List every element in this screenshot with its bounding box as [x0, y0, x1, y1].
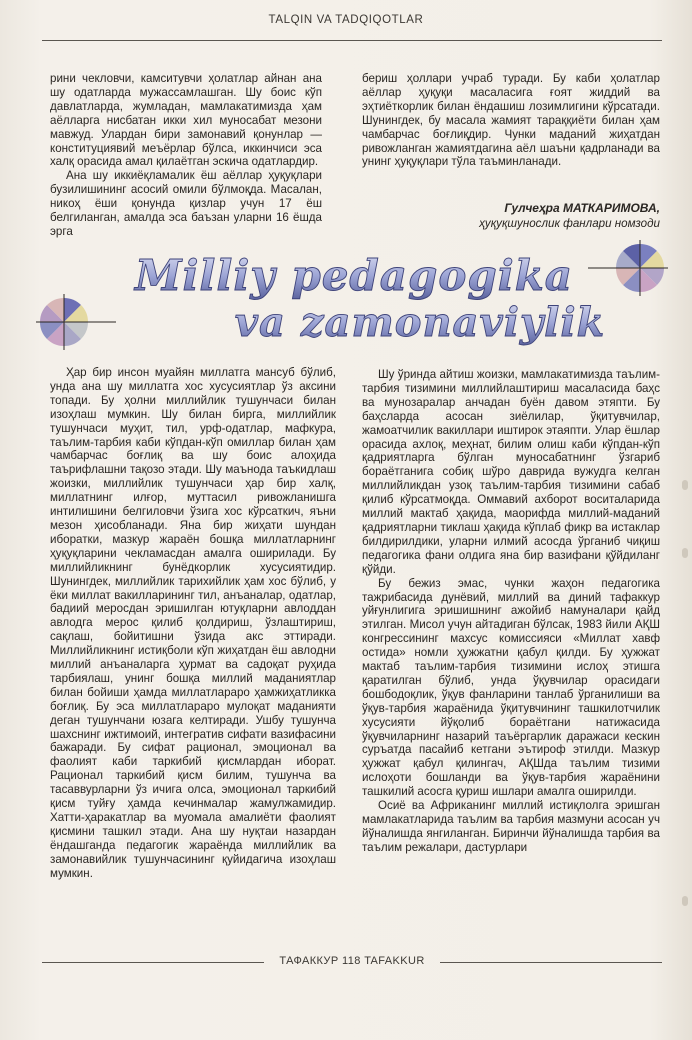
- paragraph: Шу ўринда айтиш жоизки, мамлакатимизда таълим-тарбия тизимини миллийлаштириш масаласида баҳс ва мунозаралар анчадан буён давом этяпти. Бу баҳсларда асосан зиёлилар, ўқитувчилар, жамоатчилик вакиллари иштирок этаяпти. Улар ёшлар орасида ахлоқ, меҳнат, билим олиш каби кўпдан-кўп қадриятларга бўлган муносабатнинг ўзгариб бораётганига собиқ шўро даврида вужудга келган миллийликдан узоқ таълим-тарбия тизимини сабаб қилиб кўрсатмоқда. Оммавий ахборот воситаларида миллий мактаб ҳақида, маорифда миллий-маданий қадриятларни тиклаш ҳақида кўплаб фикр ва истаклар билдирилдики, уларни илмий асосда ўрганиб чиқиш педагогика фани олдига яна бир вазифани қўйдиланг қўйди.: [362, 368, 660, 576]
- paragraph: Бу бежиз эмас, чунки жаҳон педагогика тажрибасида дунёвий, миллий ва диний тафаккур уйғунлигига эришишнинг ажойиб намуналари қайд этилган. Мисол учун айтадиган бўлсак, 1983 йили АҚШ конгрессининг махсус комиссияси «Миллат хавф остида» номли ҳужжатни қабул қилди. Бу ҳужжат мактаб таълим-тарбия тизимини ислоҳ этишга қаратилган бўлиб, унда ўқувчилар орасидаги бошбодоқлик, ўқув фанларини танлаб ўрганилиши ва ўқув-тарбия жараёнида ўқитувчининг ташкилотчилик хусусияти йўқолиб бораётгани натижасида ўқувчиларнинг назарий таъёргарлик даражаси кескин суръатда пасайиб кетгани эътироф этилди. Мазкур ҳужжат қабул қилингач, АҚШда таълим тизими ислоҳоти бошланди ва ўқув-тарбия жараёнини ташкилий асосга қуриш ишлари амалга оширилди.: [362, 576, 660, 799]
- author-block: [479, 201, 660, 230]
- paragraph: бериш ҳоллари учраб туради. Бу каби ҳолатлар аёллар ҳуқуқи масаласига ғоят жиддий ва эҳтиёткорлик билан ёндашиш лозимлигини кўрсатади. Шунингдек, бу масала жамият тараққиёти билан ҳам чамбарчас боғлиқдир. Чунки маданий жиҳатдан ривожланган жамиятдагина аёл шаъни қадрланади ва унинг ҳуқуқлари тўла таъминланади.: [362, 72, 660, 169]
- column-left: [50, 366, 336, 881]
- page-footer: ТАФАККУР 118 TAFAKKUR: [279, 955, 425, 967]
- column-top-right: [362, 72, 660, 169]
- footer-rule-right: [440, 962, 662, 963]
- paragraph: Ана шу иккиёқламалик ёш аёллар ҳуқуқлари бузилишининг асосий омили бўлмоқда. Масалан, никоҳ ёши қонунда қизлар учун 17 ёш белгиланган, амалда эса баъзан уларни 16 ёшда эрга: [50, 169, 322, 238]
- paragraph: Ҳар бир инсон муайян миллатга мансуб бўлиб, унда ана шу миллатга хос хусусиятлар ўз аксини топади. Бу ҳолни миллийлик тушунчаси билан изоҳлаш мумкин. Шу билан бирга, миллийлик тушунчаси муҳит, тил, урф-одатлар, мафкура, таълим-тарбия каби кўпдан-кўп омиллар билан ҳам чамбарчас боғлиқ ва шу боис алоҳида таърифлашни тақозо этади. Шу маънода таъкидлаш жоизки, миллийлик тушунчаси ҳар бир халқ, миллатнинг илғор, муттасил ривожланишга интилишини белгиловчи ўзига хос кўрсаткич, яъни мезон ҳисобланади. Яна бир жиҳати шундан иборатки, мазкур жараён бошқа миллатларнинг ҳуқуқларини чекламасдан амалга оширилади. Бу миллийликнинг бунёдкорлик хусусиятидир. Шунингдек, миллийлик тарихийлик ҳам хос бўлиб, у ёки миллат вакилларининг тил, анъаналар, одатлар, бадиий мероcдан эришилган ютуқларни авлоддан авлодга мерос қилиб қолдириш, ўзлаштириш, сақлаш, бойитишни ўзида акс эттиради. Миллийликнинг истиқболи кўп жиҳатдан ёш авлодни миллий анъаналарга ҳурмат ва садоқат руҳида тарбиялаш, унинг бошқа миллий маданиятлар билан бойиши ҳамда миллатлараро ҳамжиҳатликка боғлиқ. Бу эса миллатлараро мулоқат маданияти деган тушунчани юзага келтиради. Ушбу тушунча шахснинг ижтимоий, интегратив сифати вазифасини бажаради. Бу сифат рационал, эмоционал ва фаолият каби таркибий қисмлардан иборат. Рационал таркибий қисм билим, тушунча ва тасаввурларни ўз ичига олса, эмоционал таркибий қисм туйғу ҳамда кечинмалар жамулжамидир. Хатти-ҳаракатлар ва муомала амалиёти фаолият қисмини ташкил этади. Ана шу нуқтаи назардан ёндашганда педагогик жараёнда миллийлик ва замонавийлик тушунчасининг қуйидагича изоҳлаш мумкин.: [50, 366, 336, 880]
- running-head: TALQIN VA TADQIQOTLAR: [268, 14, 424, 26]
- column-top-left: [50, 72, 322, 239]
- paragraph: рини чекловчи, камситувчи ҳолатлар айнан ана шу одатларда мужассамлашган. Шу боис кўп давлатларда, жумладан, мамлакатимизда ҳам аёлларга нисбатан икки хил муносабат мезони мавжуд. Улардан бири замонавий қонунлар — конституциявий меъёрлар бўлса, иккинчиси эса халқ орасида амал қилаётган эскича одатлардир.: [50, 72, 322, 169]
- binder-hole: [682, 548, 688, 558]
- color-wheel-left-icon: [36, 294, 116, 350]
- article-headline: [0, 240, 692, 350]
- headline-line-1: Milliy pedagogika: [134, 251, 574, 300]
- author-title: ҳуқуқшунослик фанлари номзоди: [479, 217, 660, 230]
- binder-hole: [682, 896, 688, 906]
- color-wheel-right-icon: [588, 240, 668, 296]
- headline-graphic: [0, 240, 692, 350]
- paragraph: Осиё ва Африканинг миллий истиқлолга эришган мамлакатларида таълим ва тарбия мазмуни асосан уч йўналишда янгиланган. Биринчи йўналишда тарбия ва таълим режалари, дастурлари: [362, 799, 660, 854]
- column-right: [362, 368, 660, 855]
- binder-hole: [682, 480, 688, 490]
- author-name: Гулчеҳра МАТКАРИМОВА,: [504, 201, 660, 215]
- headline-line-2: va zamonaviylik: [234, 299, 606, 346]
- header-rule: [42, 40, 662, 41]
- footer-rule-left: [42, 962, 264, 963]
